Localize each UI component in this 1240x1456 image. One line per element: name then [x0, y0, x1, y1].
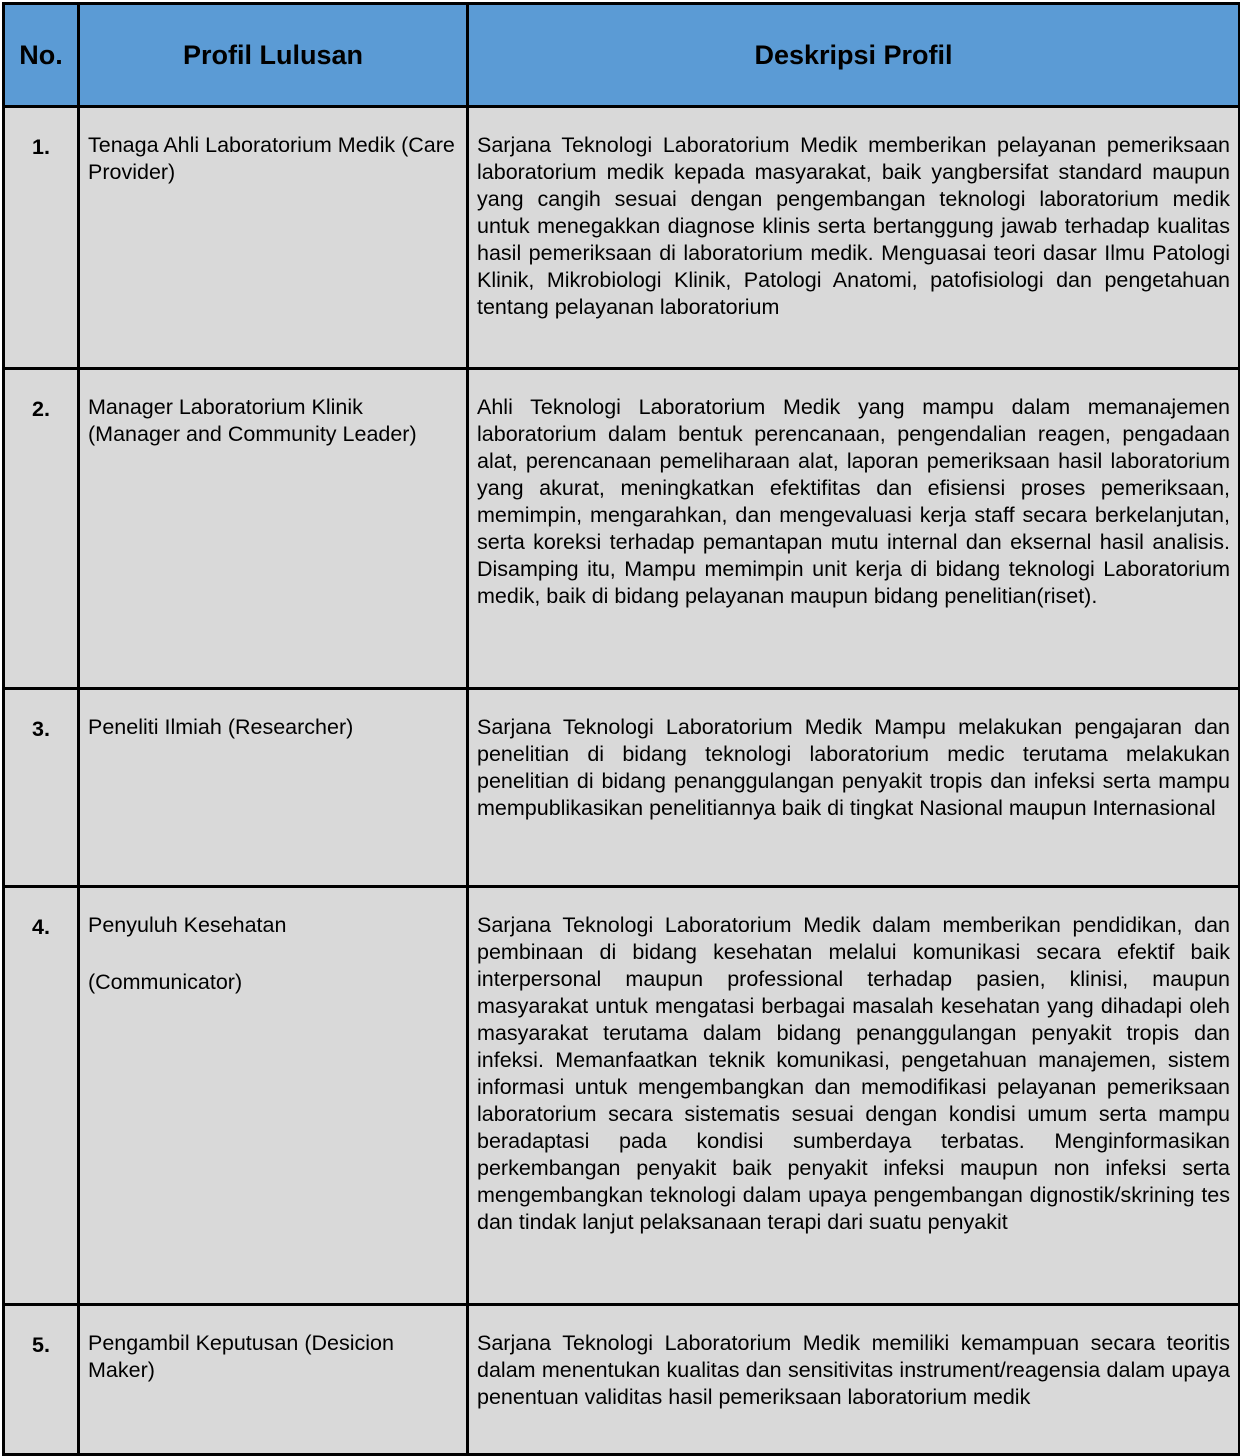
profile-description: Ahli Teknologi Laboratorium Medik yang mampu dalam memanajemen laboratorium dalam bentuk perencanaan, pengendalian reagen, pengadaan alat, perencanaan pemeliharaan alat, laporan pemeriksaan hasil laboratorium yang akurat, meningkatkan efektifitas dan efisiensi proses pemeriksaan, memimpin, mengarahkan, dan mengevaluasi kerja staff secara berkelanjutan, serta koreksi terhadap pemantapan mutu internal dan eksernal hasil analisis. Disamping itu, Mampu memimpin unit kerja di bidang teknologi Laboratorium medik, baik di bidang pelayanan maupun bidang penelitian(riset). — [468, 369, 1240, 689]
header-no: No. — [4, 4, 79, 107]
header-description: Deskripsi Profil — [468, 4, 1240, 107]
row-number: 5. — [4, 1305, 79, 1455]
profile-description: Sarjana Teknologi Laboratorium Medik memberikan pelayanan pemeriksaan laboratorium medik kepada masyarakat, baik yangbersifat standard maupun yang cangih sesuai dengan pengembangan teknologi laboratorium medik untuk menegakkan diagnose klinis serta bertanggung jawab terhadap kualitas hasil pemeriksaan di laboratorium medik. Menguasai teori dasar Ilmu Patologi Klinik, Mikrobiologi Klinik, Patologi Anatomi, patofisiologi dan pengetahuan tentang pelayanan laboratorium — [468, 107, 1240, 369]
profile-description: Sarjana Teknologi Laboratorium Medik Mampu melakukan pengajaran dan penelitian di bidang teknologi laboratorium medic terutama melakukan penelitian di bidang penanggulangan penyakit tropis dan infeksi serta mampu mempublikasikan penelitiannya baik di tingkat Nasional maupun Internasional — [468, 689, 1240, 887]
profile-name-sub: (Communicator) — [88, 970, 243, 994]
profile-description: Sarjana Teknologi Laboratorium Medik memiliki kemampuan secara teoritis dalam menentukan kualitas dan sensitivitas instrument/reagensia dalam upaya penentuan validitas hasil pemeriksaan laboratorium medik — [468, 1305, 1240, 1455]
line-gap — [88, 939, 458, 969]
row-number: 2. — [4, 369, 79, 689]
profile-description: Sarjana Teknologi Laboratorium Medik dalam memberikan pendidikan, dan pembinaan di bidang kesehatan melalui komunikasi secara efektif baik interpersonal maupun professional terhadap pasien, klinisi, maupun masyarakat untuk mengatasi berbagai masalah kesehatan yang dihadapi oleh masyarakat terutama dalam bidang penanggulangan penyakit tropis dan infeksi. Memanfaatkan teknik komunikasi, pengetahuan manajemen, sistem informasi untuk mengembangkan dan memodifikasi pelayanan pemeriksaan laboratorium secara sistematis sesuai dengan kondisi umum serta mampu beradaptasi pada kondisi sumberdaya terbatas. Menginformasikan perkembangan penyakit baik penyakit infeksi maupun non infeksi serta mengembangkan teknologi dalam upaya pengembangan dignostik/skrining tes dan tindak lanjut pelaksanaan terapi dari suatu penyakit — [468, 887, 1240, 1305]
table-row — [4, 369, 1240, 689]
table-header-row — [4, 4, 1240, 107]
profile-table — [2, 2, 1240, 1456]
profile-name: Tenaga Ahli Laboratorium Medik (Care Provider) — [79, 107, 468, 369]
table-row — [4, 1305, 1240, 1455]
profile-name: Pengambil Keputusan (Desicion Maker) — [79, 1305, 468, 1455]
table-row — [4, 887, 1240, 1305]
table-row — [4, 107, 1240, 369]
row-number: 1. — [4, 107, 79, 369]
row-number: 4. — [4, 887, 79, 1305]
profile-name: Penyuluh Kesehatan — [88, 913, 287, 937]
profile-name-cell — [79, 887, 468, 1305]
row-number: 3. — [4, 689, 79, 887]
profile-name: Manager Laboratorium Klinik (Manager and Community Leader) — [79, 369, 468, 689]
table-row — [4, 689, 1240, 887]
header-profile: Profil Lulusan — [79, 4, 468, 107]
profile-name: Peneliti Ilmiah (Researcher) — [79, 689, 468, 887]
